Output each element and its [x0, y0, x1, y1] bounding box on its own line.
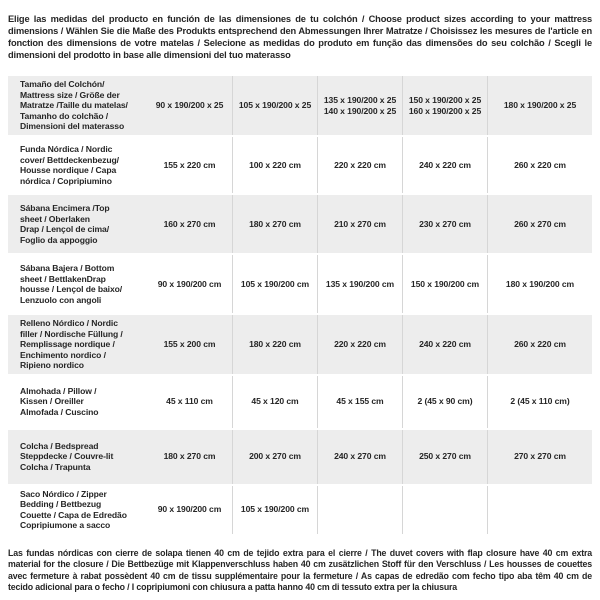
table-row	[8, 195, 592, 253]
table-row	[8, 137, 592, 193]
size-cell	[317, 486, 402, 534]
row-label: Colcha / Bedspread Steppdecke / Couvre-lit Colcha / Trapunta	[20, 440, 114, 472]
size-cell: 90 x 190/200 x 25	[155, 100, 224, 111]
intro-text: Elige las medidas del producto en función de las dimensiones de tu colchón / Choose product sizes according to your mattress dimensions / Wählen Sie die Maße des Produkts entsprechend den Abmessungen Ihrer Matratze / Choisissez les mesures de l'article en fonction des dimensions de votre matelas / Selecione as medidas do produto em função das dimensões do seu colchão / Scegli le dimensioni del prodotto in base alle dimensioni del tuo materasso	[8, 14, 592, 60]
size-cell: 260 x 220 cm	[487, 315, 592, 374]
size-cell: 260 x 220 cm	[487, 137, 592, 193]
row-label: Relleno Nórdico / Nordic filler / Nordische Füllung / Remplissage nordique / Enchimento nordico / Ripieno nordico	[20, 318, 123, 370]
size-table-body	[8, 76, 592, 534]
size-cell	[487, 486, 592, 534]
table-row	[8, 376, 592, 428]
size-cell: 135 x 190/200 x 25 140 x 190/200 x 25	[317, 76, 402, 135]
size-cell: 105 x 190/200 cm	[232, 255, 317, 313]
size-cell: 240 x 270 cm	[317, 430, 402, 484]
row-label: Sábana Encimera /Top sheet / Oberlaken Drap / Lençol de cima/ Foglio da appoggio	[20, 203, 110, 245]
size-cell: 105 x 190/200 cm	[232, 486, 317, 534]
size-cell: 150 x 190/200 x 25 160 x 190/200 x 25	[402, 76, 487, 135]
row-label: Sábana Bajera / Bottom sheet / BettlakenDrap housse / Lençol de baixo/ Lenzuolo con angoli	[20, 263, 123, 305]
size-cell	[402, 486, 487, 534]
size-cell: 220 x 220 cm	[317, 315, 402, 374]
size-cell: 180 x 270 cm	[163, 451, 216, 462]
size-cell: 200 x 270 cm	[232, 430, 317, 484]
size-cell: 260 x 270 cm	[487, 195, 592, 253]
table-row	[8, 76, 592, 135]
size-cell: 150 x 190/200 cm	[402, 255, 487, 313]
size-cell: 240 x 220 cm	[402, 315, 487, 374]
size-cell: 90 x 190/200 cm	[157, 278, 222, 289]
size-cell: 2 (45 x 90 cm)	[402, 376, 487, 428]
size-cell: 45 x 110 cm	[166, 396, 213, 407]
size-cell: 100 x 220 cm	[232, 137, 317, 193]
size-cell: 2 (45 x 110 cm)	[487, 376, 592, 428]
row-label: Almohada / Pillow / Kissen / Oreiller Almofada / Cuscino	[20, 385, 99, 417]
size-cell: 45 x 120 cm	[232, 376, 317, 428]
size-cell: 180 x 220 cm	[232, 315, 317, 374]
size-cell: 45 x 155 cm	[317, 376, 402, 428]
size-cell: 210 x 270 cm	[317, 195, 402, 253]
size-cell: 180 x 190/200 cm	[487, 255, 592, 313]
size-cell: 160 x 270 cm	[163, 218, 216, 229]
table-row	[8, 486, 592, 534]
table-row	[8, 255, 592, 313]
size-cell: 240 x 220 cm	[402, 137, 487, 193]
size-cell: 90 x 190/200 cm	[157, 504, 222, 515]
size-cell: 180 x 270 cm	[232, 195, 317, 253]
size-cell: 155 x 200 cm	[163, 339, 216, 349]
size-cell: 220 x 220 cm	[317, 137, 402, 193]
size-cell: 155 x 220 cm	[163, 159, 216, 170]
table-row	[8, 315, 592, 374]
size-cell: 135 x 190/200 cm	[317, 255, 402, 313]
row-label: Funda Nórdica / Nordic cover/ Bettdeckenbezug/ Housse nordique / Capa nórdica / Copripiumino	[20, 144, 119, 186]
size-cell: 180 x 190/200 x 25	[487, 76, 592, 135]
footnote-text: Las fundas nórdicas con cierre de solapa tienen 40 cm de tejido extra para el cierre / The duvet covers with flap closure have 40 cm extra material for the closure / Die Bettbezüge mit Klappenverschluss haben 40 cm zusätzlichen Stoff für den Verschluss / Les housses de couettes avec fermeture à rabat possèdent 40 cm de tissu supplémentaire pour la fermeture / As capas de edredão com fecho tipo aba têm 40 cm de tecido adicional para o fecho / I copripiumoni con chiusura a patta hanno 40 cm di tessuto extra per la chiusura	[8, 547, 592, 592]
row-label: Saco Nórdico / Zipper Bedding / Bettbezug Couette / Capa de Edredão Copripiumone a sacco	[20, 488, 127, 530]
size-cell: 250 x 270 cm	[402, 430, 487, 484]
size-cell: 270 x 270 cm	[487, 430, 592, 484]
size-table	[8, 74, 592, 536]
row-label: Tamaño del Colchón/ Mattress size / Größe der Matratze /Taille du matelas/ Tamanho do colchão / Dimensioni del materasso	[20, 79, 128, 132]
size-cell: 105 x 190/200 x 25	[232, 76, 317, 135]
table-row	[8, 430, 592, 484]
size-cell: 230 x 270 cm	[402, 195, 487, 253]
